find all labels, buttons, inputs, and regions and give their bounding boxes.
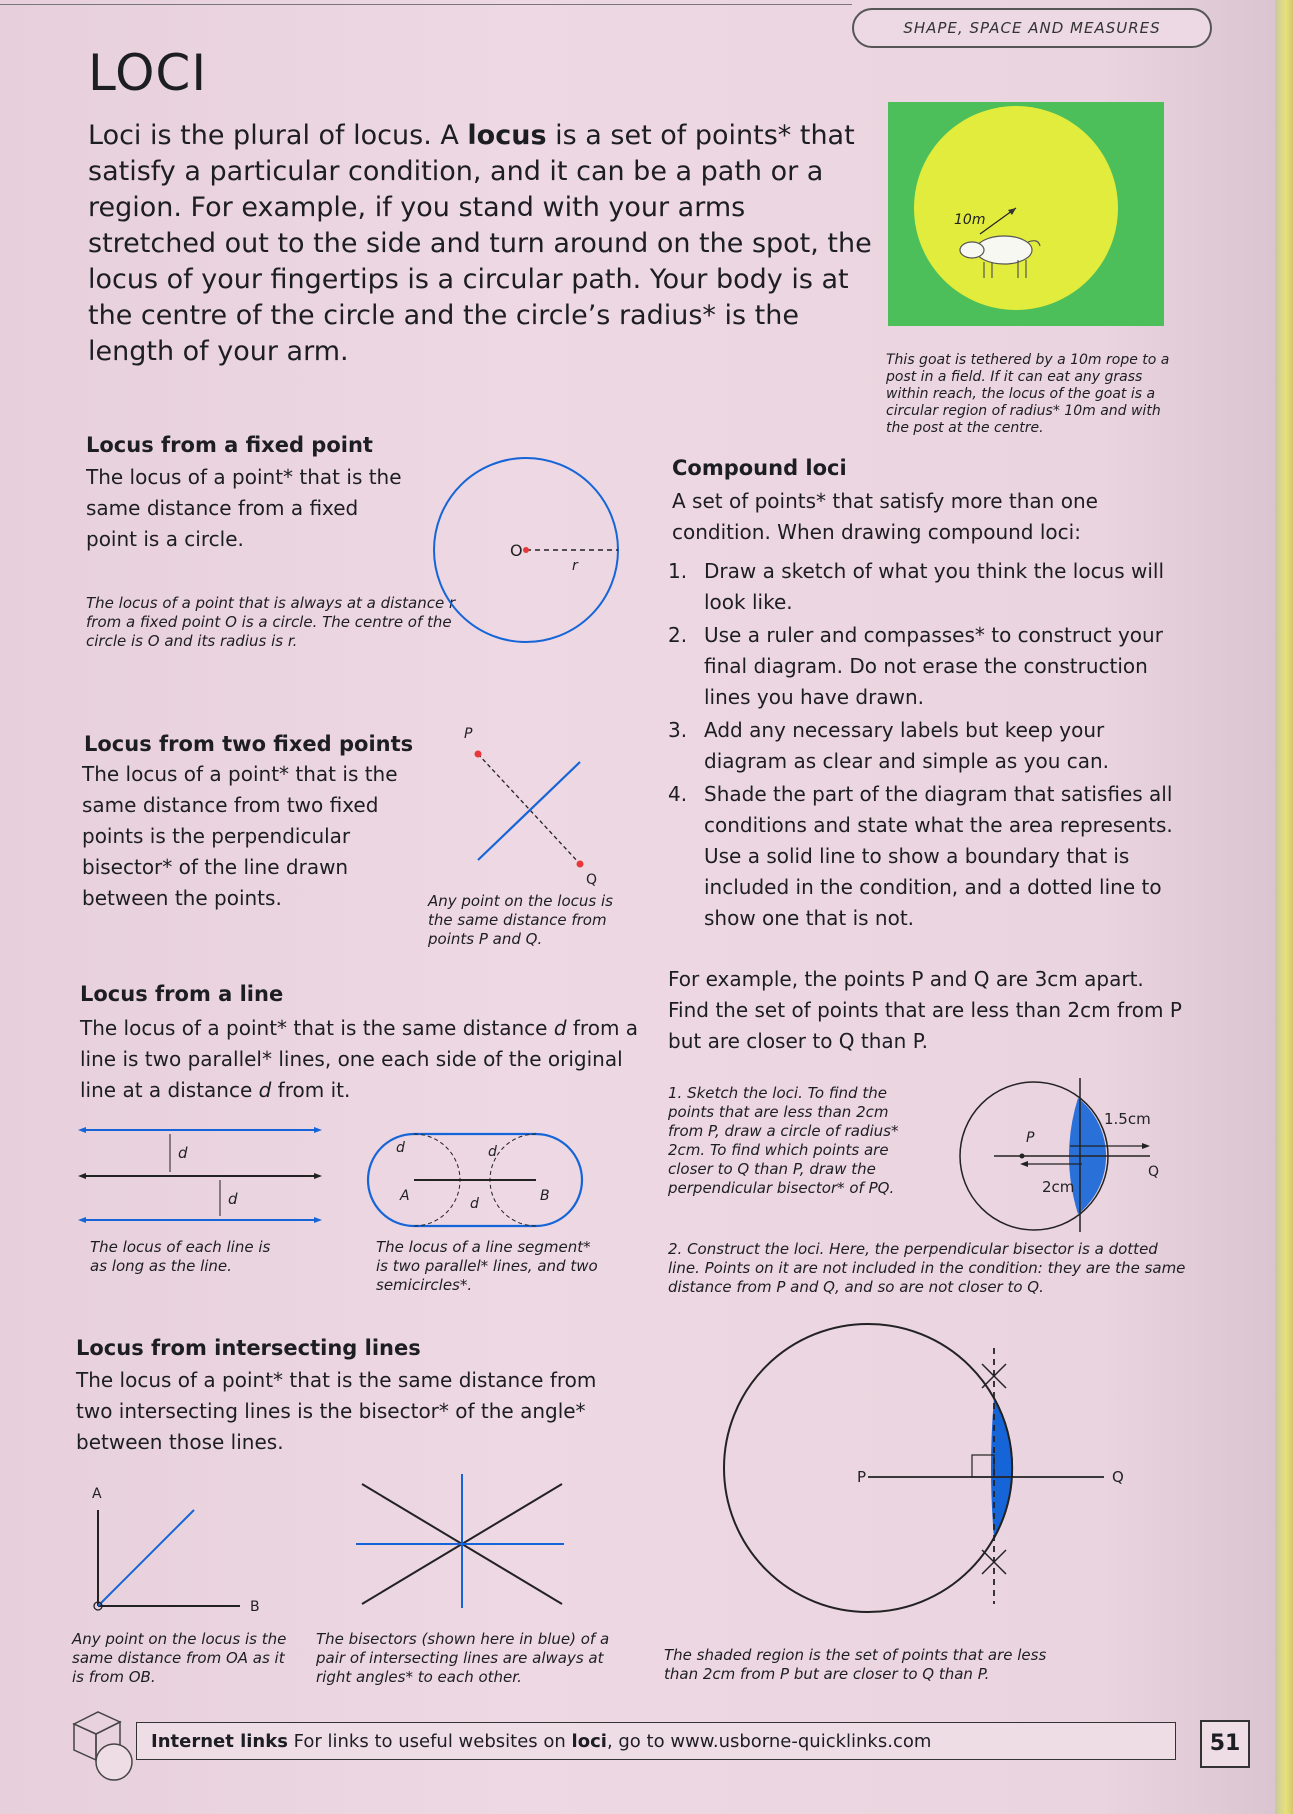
label-b: B bbox=[250, 1599, 260, 1615]
angle-bisector bbox=[98, 1510, 194, 1606]
step-item: 1. Draw a sketch of what you think the locus will look like. bbox=[668, 559, 1165, 614]
step-item: 2. Use a ruler and compasses* to construct your final diagram. Do not erase the construction lines you have drawn. bbox=[668, 623, 1163, 709]
two-points-body: The locus of a point* that is the same distance from two fixed points is the perpendicular bisector* of the line drawn between the points. bbox=[82, 762, 398, 910]
book-edge bbox=[1275, 0, 1293, 1814]
bisector-line bbox=[478, 762, 580, 860]
label-a: A bbox=[92, 1486, 102, 1502]
section-header: SHAPE, SPACE AND MEASURES bbox=[852, 8, 1212, 48]
point-q bbox=[577, 861, 584, 868]
internet-links-bar: Internet links For links to useful websites on loci, go to www.usborne-quicklinks.com bbox=[136, 1722, 1176, 1760]
intersecting-bisectors-diagram bbox=[352, 1474, 572, 1614]
line-body: The locus of a point* that is the same distance d from a line is two parallel* lines, one each side of the original line at a distance d from it. bbox=[80, 1016, 639, 1102]
fixed-point-body: The locus of a point* that is the same distance from a fixed point is a circle. bbox=[86, 465, 402, 551]
label-d-upper: d bbox=[178, 1144, 188, 1162]
label-d-2: d bbox=[488, 1144, 497, 1160]
sketch-label-2cm: 2cm bbox=[1042, 1178, 1075, 1196]
construct-caption: 2. Construct the loci. Here, the perpendicular bisector is a dotted line. Points on it are not included in the condition: they are the same distance from P and Q, and so are not closer to Q. bbox=[668, 1240, 1186, 1296]
header-rule bbox=[0, 4, 852, 5]
goat-caption: This goat is tethered by a 10m rope to a post in a field. If it can eat any grass within reach, the locus of the goat is a circular region of radius* 10m and with the post at the centre. bbox=[886, 352, 1170, 436]
line-heading: Locus from a line bbox=[80, 982, 284, 1006]
parallel-lines-diagram bbox=[78, 1118, 328, 1228]
intersecting-caption-left: Any point on the locus is the same distance from OA as it is from OB. bbox=[72, 1630, 287, 1686]
final-circle bbox=[724, 1324, 1012, 1612]
two-points-caption: Any point on the locus is the same distance from points P and Q. bbox=[428, 892, 613, 948]
label-d-lower: d bbox=[228, 1190, 238, 1208]
line-caption-left: The locus of each line is as long as the line. bbox=[90, 1238, 271, 1275]
label-r: r bbox=[572, 558, 578, 574]
final-compound-diagram bbox=[720, 1320, 1140, 1620]
fixed-point-heading: Locus from a fixed point bbox=[86, 433, 373, 457]
two-points-heading: Locus from two fixed points bbox=[84, 732, 414, 756]
line-segment-locus-diagram bbox=[360, 1130, 600, 1230]
compound-steps-list bbox=[668, 556, 1188, 936]
label-p: P bbox=[464, 726, 473, 742]
compound-example: For example, the points P and Q are 3cm apart. Find the set of points that are less than 2cm from P but are closer to Q than P. bbox=[668, 967, 1182, 1053]
label-d-1: d bbox=[396, 1140, 405, 1156]
fixed-point-circle-diagram bbox=[432, 454, 632, 654]
intro-paragraph: Loci is the plural of locus. A locus is a set of points* that satisfy a particular condition, and it can be a path or a region. For example, if you stand with your arms stretched out to the side and turn around on the spot, the locus of your fingertips is a circular path. Your body is at the centre of the circle and the circle’s radius* is the length of your arm. bbox=[88, 120, 872, 367]
label-b: B bbox=[540, 1188, 550, 1204]
goat-field-illustration bbox=[888, 102, 1164, 326]
sketch-label-p: P bbox=[1026, 1130, 1035, 1146]
step-item: 3. Add any necessary labels but keep your diagram as clear and simple as you can. bbox=[668, 718, 1110, 773]
label-a: A bbox=[400, 1188, 410, 1204]
point-p bbox=[475, 751, 482, 758]
final-label-p: P bbox=[856, 1468, 866, 1486]
compound-heading: Compound loci bbox=[672, 456, 847, 480]
label-d-3: d bbox=[470, 1196, 479, 1212]
sketch-label-q: Q bbox=[1148, 1164, 1160, 1180]
final-label-q: Q bbox=[1112, 1468, 1124, 1486]
intersecting-heading: Locus from intersecting lines bbox=[76, 1336, 421, 1360]
page-title: LOCI bbox=[88, 44, 208, 102]
page-number: 51 bbox=[1200, 1720, 1250, 1768]
perpendicular-bisector-diagram bbox=[460, 726, 620, 886]
label-q: Q bbox=[586, 872, 598, 888]
angle-bisector-diagram bbox=[80, 1486, 280, 1636]
cube-sphere-icon bbox=[70, 1706, 140, 1786]
fixed-point-caption: The locus of a point that is always at a distance r from a fixed point O is a circle. The centre of the circle is O and its radius is r. bbox=[86, 594, 456, 650]
sketch-label-1-5cm: 1.5cm bbox=[1104, 1110, 1151, 1128]
intersecting-caption-right: The bisectors (shown here in blue) of a pair of intersecting lines are always at right angles* to each other. bbox=[316, 1630, 610, 1686]
line-caption-right: The locus of a line segment* is two parallel* lines, and two semicircles*. bbox=[376, 1238, 598, 1294]
label-o: O bbox=[510, 541, 523, 560]
final-caption: The shaded region is the set of points that are less than 2cm from P but are closer to Q than P. bbox=[664, 1646, 1047, 1683]
step-item: 4. Shade the part of the diagram that satisfies all conditions and state what the area represents. Use a solid line to show a boundary that is included in the condition, and a dotted line to show one that is not. bbox=[668, 782, 1173, 930]
quicklinks-url[interactable]: , go to www.usborne-quicklinks.com bbox=[606, 1731, 932, 1752]
goat-label-10m: 10m bbox=[954, 212, 986, 228]
centre-point bbox=[523, 547, 529, 553]
sketch-caption: 1. Sketch the loci. To find the points that are less than 2cm from P, draw a circle of radius* 2cm. To find which points are closer to Q than P, draw the perpendicular bisector* of PQ. bbox=[668, 1084, 899, 1197]
intersecting-body: The locus of a point* that is the same distance from two intersecting lines is the bisector* of the angle* between those lines. bbox=[76, 1368, 597, 1454]
compound-sketch-diagram bbox=[950, 1076, 1170, 1236]
compound-body: A set of points* that satisfy more than one condition. When drawing compound loci: bbox=[672, 489, 1098, 544]
pq-segment bbox=[478, 754, 580, 864]
